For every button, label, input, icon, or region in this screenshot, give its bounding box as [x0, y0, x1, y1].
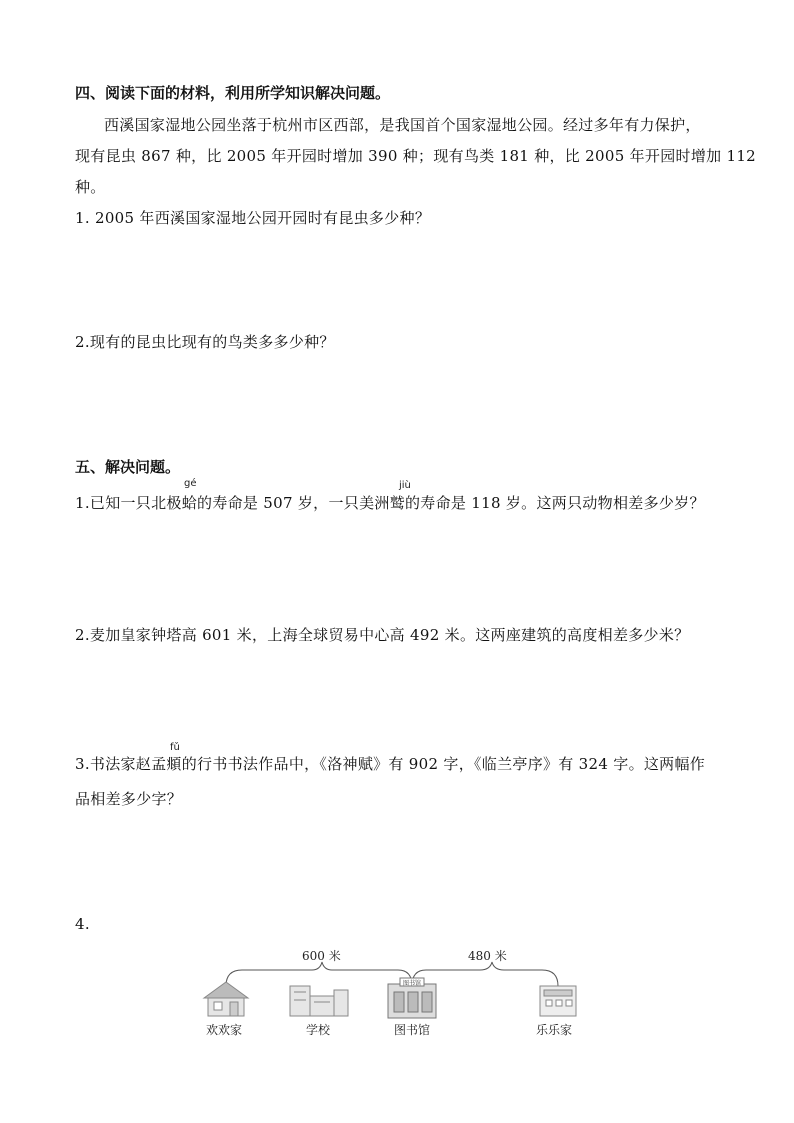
library-sign: 图书馆: [403, 980, 422, 987]
q1-char: 鹫: [389, 494, 405, 512]
distance-diagram: [190, 940, 610, 1045]
question-5-1: [75, 492, 705, 513]
pinyin-fu: fǔ: [170, 742, 180, 753]
place-label-school: 学校: [306, 1023, 331, 1037]
passage-line-1: 西溪国家湿地公园坐落于杭州市区西部，是我国首个国家湿地公园。经过多年有力保护，: [104, 116, 701, 134]
q3-text-b: 的行书书法作品中，《洛神赋》有 902 字，《临兰亭序》有 324 字。这两幅作: [181, 755, 706, 773]
distance-label-480: 480 米: [468, 949, 507, 963]
apartment-icon: [540, 986, 576, 1016]
pinyin-ge: gé: [184, 478, 197, 489]
pinyin-jiu: jiù: [399, 480, 411, 491]
question-5-3: [75, 753, 705, 774]
question-5-2: 2.麦加皇家钟塔高 601 米，上海全球贸易中心高 492 米。这两座建筑的高度相差多少米？: [75, 626, 690, 644]
brace-480: [412, 962, 558, 986]
q1-text-c: 的寿命是 118 岁。这两只动物相差多少岁？: [405, 494, 705, 512]
house-icon: [204, 982, 248, 1016]
passage-line-2: 现有昆虫 867 种，比 2005 年开园时增加 390 种；现有鸟类 181 种，比 2005 年开园时增加 112: [75, 147, 757, 165]
place-label-huanhuan: 欢欢家: [206, 1023, 243, 1037]
q3-char: 頫: [166, 755, 182, 773]
place-label-lele: 乐乐家: [536, 1023, 573, 1037]
q1-text-a: 1.已知一只北极蛤: [75, 494, 198, 512]
q1-text-b: 的寿命是 507 岁，一只美洲: [197, 494, 390, 512]
place-label-library: 图书馆: [394, 1023, 431, 1037]
section4-heading: 四、阅读下面的材料，利用所学知识解决问题。: [75, 84, 391, 102]
section5-heading: 五、解决问题。: [75, 458, 181, 476]
question-5-3-line2: 品相差多少字？: [75, 790, 183, 808]
q3-text-a: 3.书法家赵孟: [75, 755, 167, 773]
question-5-4-label: 4.: [75, 915, 90, 933]
question-4-1: 1. 2005 年西溪国家湿地公园开园时有昆虫多少种？: [75, 209, 431, 227]
passage-line-3: 种。: [75, 178, 106, 196]
brace-600: [226, 962, 412, 986]
question-4-2: 2.现有的昆虫比现有的鸟类多多少种？: [75, 333, 335, 351]
distance-label-600: 600 米: [302, 949, 341, 963]
school-icon: [290, 986, 348, 1016]
